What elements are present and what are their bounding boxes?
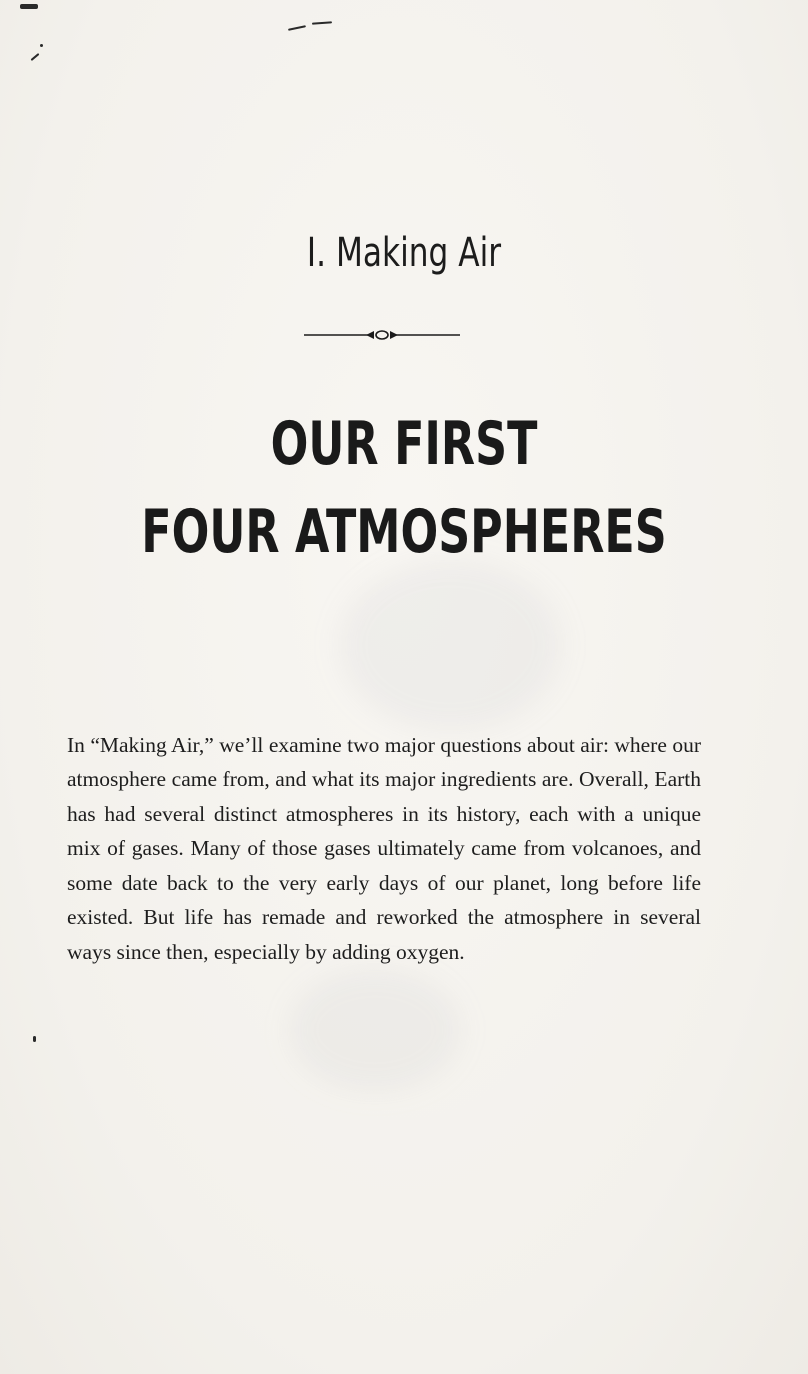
intro-paragraph: In “Making Air,” we’ll examine two major questions about air: where our atmosphere came from, and what its major ingredients are. Overall, Earth has had several distinct atmospheres in its history, each with a unique mix of gases. Many of those gases ultimately came from volcanoes, and some date back to the very early days of our planet, long before life existed. But life has remade and reworked the atmosphere in several ways since then, especially by adding oxygen.	[67, 732, 701, 965]
chapter-title-line-1: OUR FIRST	[270, 409, 538, 479]
part-title: I. Making Air	[306, 230, 502, 276]
chapter-title-line-2: FOUR ATMOSPHERES	[141, 497, 667, 567]
bleed-through-mark	[340, 560, 560, 730]
diamond-rule-ornament-icon	[304, 326, 460, 344]
bleed-through-mark	[290, 970, 460, 1090]
chapter-title	[105, 400, 703, 576]
